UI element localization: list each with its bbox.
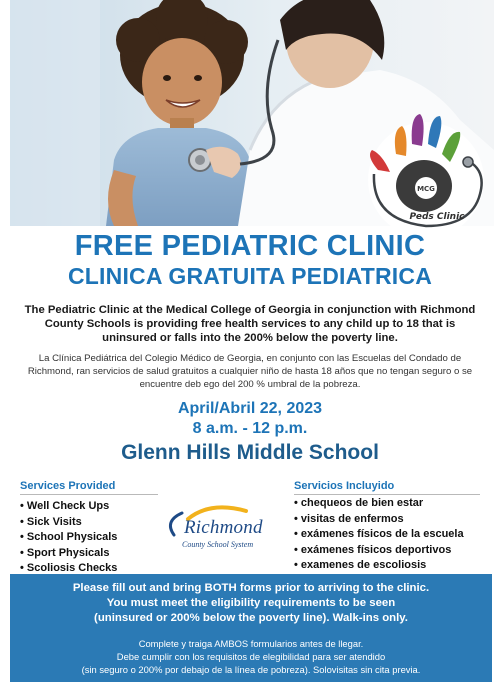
footer-english-line: You must meet the eligibility requirements to be seen bbox=[106, 597, 396, 609]
service-item: • School Physicals bbox=[20, 530, 117, 546]
intro-english: The Pediatric Clinic at the Medical College of Georgia in conjunction with Richmond County Schools is providing free health services to any child up to 18 that is uninsured or falls into the 200% below the poverty line. bbox=[24, 304, 476, 344]
services-heading-english: Services Provided bbox=[20, 480, 158, 495]
richmond-county-logo bbox=[160, 505, 276, 555]
service-item: • exámenes físicos de la escuela bbox=[294, 527, 464, 543]
footer-english-line: (uninsured or 200% below the poverty line). Walk-ins only. bbox=[94, 612, 408, 624]
service-item: • chequeos de bien estar bbox=[294, 496, 464, 512]
footer-english bbox=[20, 581, 482, 626]
footer-spanish-line: Debe cumplir con los requisitos de elegibilidad para ser atendido bbox=[116, 650, 386, 662]
intro-spanish: La Clínica Pediátrica del Colegio Médico de Georgia, en conjunto con las Escuelas del Condado de Richmond, ran servicios de salud gratuitos a cualquier niño de hasta 18 años que no tengan seguro o se encuentre deb ego del 200 % umbral de la pobreza. bbox=[27, 353, 473, 390]
services-heading-spanish: Servicios Incluyido bbox=[294, 480, 480, 495]
title-spanish: CLINICA GRATUITA PEDIATRICA bbox=[68, 263, 432, 289]
footer-spanish-line: Complete y traiga AMBOS formularios antes de llegar. bbox=[138, 638, 364, 649]
mcg-badge: MCG bbox=[417, 185, 435, 193]
services-list-spanish bbox=[294, 496, 464, 574]
service-item: • examenes de escoliosis bbox=[294, 558, 464, 574]
footer-spanish-line: (sin seguro o 200% por debajo de la línea de pobreza). Solovisitas sin cita previa. bbox=[81, 663, 421, 675]
service-item: • Well Check Ups bbox=[20, 499, 117, 515]
service-item: • visitas de enfermos bbox=[294, 512, 464, 528]
service-item: • Sport Physicals bbox=[20, 546, 117, 562]
services-list-english bbox=[20, 499, 117, 577]
service-item: • Sick Visits bbox=[20, 515, 117, 531]
footer-english-line: Please fill out and bring BOTH forms prior to arriving to the clinic. bbox=[72, 582, 430, 594]
event-location: Glenn Hills Middle School bbox=[121, 441, 379, 464]
event-date: April/Abril 22, 2023 bbox=[177, 400, 323, 417]
richmond-wordmark: Richmond bbox=[184, 517, 263, 538]
peds-clinic-logo bbox=[362, 110, 490, 240]
instructions-footer bbox=[10, 574, 492, 682]
peds-clinic-caption: Peds Clinic bbox=[409, 212, 465, 222]
footer-spanish bbox=[20, 638, 482, 676]
event-time: 8 a.m. - 12 p.m. bbox=[192, 420, 308, 437]
title-english: FREE PEDIATRIC CLINIC bbox=[74, 230, 426, 262]
richmond-subtitle: County School System bbox=[182, 540, 254, 549]
service-item: • exámenes físicos deportivos bbox=[294, 543, 464, 559]
service-item: • Scoliosis Checks bbox=[20, 561, 117, 577]
